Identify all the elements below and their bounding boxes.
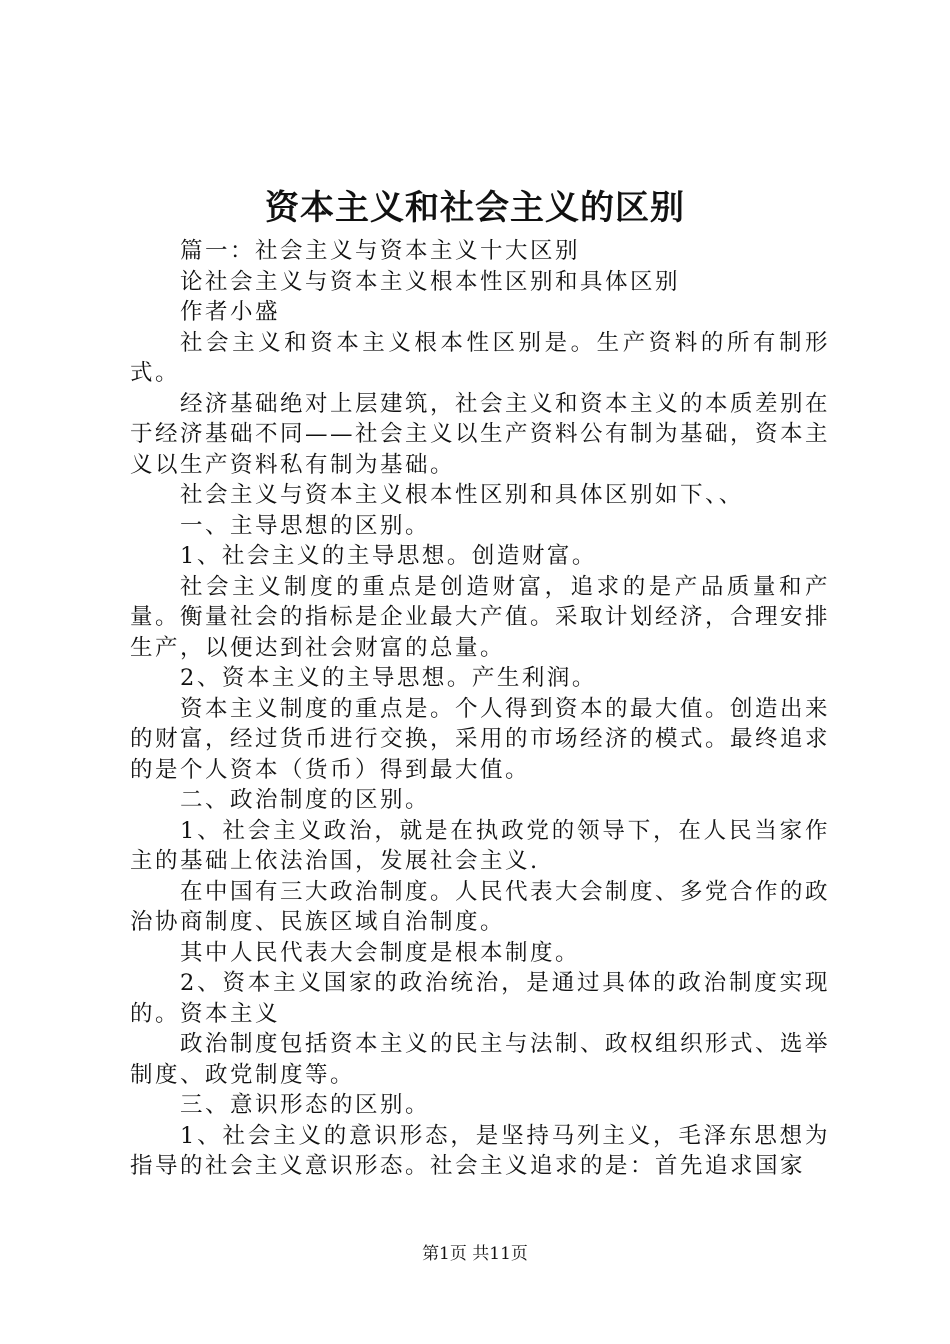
document-body [130,236,830,1182]
paragraph: 1、社会主义的意识形态，是坚持马列主义，毛泽东思想为指导的社会主义意识形态。社会主义追求的是：首先追求国家 [130,1122,830,1179]
paragraph: 一、主导思想的区别。 [180,512,431,539]
paragraph: 三、意识形态的区别。 [180,1092,431,1118]
document-title: 资本主义和社会主义的区别 [265,188,685,228]
paragraph: 政治制度包括资本主义的民主与法制、政权组织形式、选举制度、政党制度等。 [130,1031,831,1088]
paragraph: 二、政治制度的区别。 [180,787,431,813]
paragraph: 经济基础绝对上层建筑，社会主义和资本主义的本质差别在于经济基础不同——社会主义以生产资料公有制为基础，资本主义以生产资料私有制为基础。 [130,390,831,478]
paragraph: 社会主义和资本主义根本性区别是。生产资料的所有制形式。 [130,329,830,386]
paragraph: 2、资本主义的主导思想。产生利润。 [180,665,597,691]
paragraph: 作者小盛 [180,299,281,325]
paragraph: 其中人民代表大会制度是根本制度。 [180,939,581,966]
paragraph: 1、社会主义政治，就是在执政党的领导下，在人民当家作主的基础上依法治国，发展社会主义. [130,817,830,874]
paragraph: 2、资本主义国家的政治统治，是通过具体的政治制度实现的。资本主义 [130,970,830,1027]
page-number-footer: 第1页 共11页 [422,1244,528,1264]
paragraph: 资本主义制度的重点是。个人得到资本的最大值。创造出来的财富，经过货币进行交换，采用的市场经济的模式。最终追求的是个人资本（货币）得到最大值。 [130,695,831,783]
paragraph: 篇一：社会主义与资本主义十大区别 [180,238,581,264]
paragraph: 论社会主义与资本主义根本性区别和具体区别 [180,268,681,295]
paragraph: 在中国有三大政治制度。人民代表大会制度、多党合作的政治协商制度、民族区域自治制度。 [130,878,831,935]
paragraph: 社会主义与资本主义根本性区别和具体区别如下、、 [180,482,744,508]
paragraph: 社会主义制度的重点是创造财富，追求的是产品质量和产量。衡量社会的指标是企业最大产值。采取计划经济，合理安排生产，以便达到社会财富的总量。 [130,573,831,661]
paragraph: 1、社会主义的主导思想。创造财富。 [180,543,597,569]
